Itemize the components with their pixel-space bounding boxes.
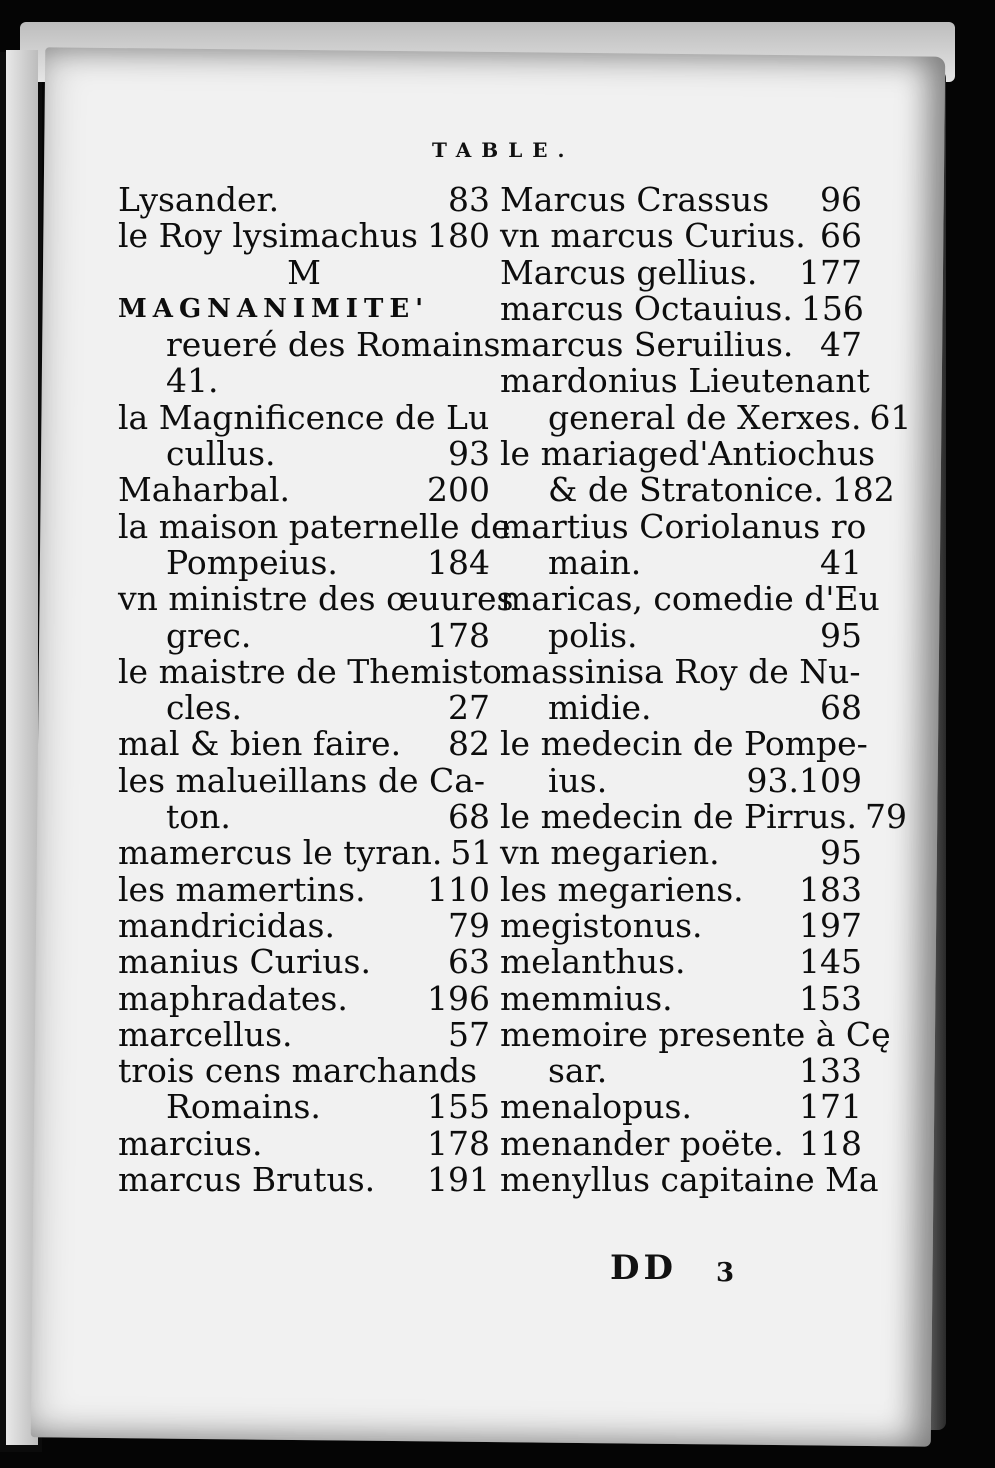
index-term: mandricidas. bbox=[118, 905, 335, 945]
index-page-number: 96 bbox=[820, 180, 862, 219]
index-page-number: 68 bbox=[448, 797, 490, 837]
index-entry bbox=[500, 978, 862, 1018]
index-entry bbox=[500, 1160, 879, 1200]
index-entry bbox=[118, 726, 490, 762]
index-page-number: 155 bbox=[427, 1087, 490, 1127]
index-term: vn marcus Curius. bbox=[500, 216, 806, 256]
index-page-number bbox=[870, 363, 878, 399]
index-entry bbox=[118, 291, 490, 327]
index-entry bbox=[500, 288, 864, 328]
index-term: la Magnificence de Lu bbox=[118, 397, 490, 437]
index-entry bbox=[118, 1089, 490, 1125]
index-term: megistonus. bbox=[500, 905, 703, 945]
index-page-number bbox=[880, 581, 888, 617]
index-entry bbox=[118, 1053, 490, 1089]
index-term: les mamertins. bbox=[118, 869, 366, 909]
index-page-number bbox=[866, 509, 874, 545]
index-page-number: 79 bbox=[448, 905, 490, 945]
index-page-number: 197 bbox=[799, 905, 862, 945]
index-page-number bbox=[868, 726, 876, 762]
index-page-number: 145 bbox=[799, 942, 862, 982]
index-page-number: 51 bbox=[450, 833, 493, 873]
index-entry bbox=[500, 905, 862, 945]
index-term: MAGNANIMITE' bbox=[118, 293, 430, 324]
index-term: midie. bbox=[548, 688, 652, 728]
index-term: marcus Seruilius. bbox=[500, 325, 794, 365]
index-page-number: 118 bbox=[799, 1123, 862, 1163]
index-column-right bbox=[500, 180, 912, 1200]
index-page-number: 200 bbox=[427, 470, 490, 510]
index-page-number: 178 bbox=[427, 1123, 490, 1163]
index-entry bbox=[118, 944, 490, 980]
index-term: Pompeius. bbox=[166, 542, 338, 582]
index-page-number: 27 bbox=[448, 688, 490, 728]
index-term: reueré des Romains bbox=[166, 325, 501, 365]
index-term: mamercus le tyran. bbox=[118, 833, 443, 873]
index-entry bbox=[118, 579, 514, 619]
index-entry bbox=[500, 470, 895, 510]
index-term: maricas, comedie d'Eu bbox=[500, 579, 880, 619]
index-entry bbox=[500, 869, 862, 909]
index-page-number: 83 bbox=[448, 180, 490, 219]
index-entry bbox=[500, 361, 870, 401]
index-page-number: 95 bbox=[820, 833, 862, 873]
index-entry bbox=[500, 835, 862, 871]
index-page-number: 82 bbox=[448, 724, 490, 764]
index-term: Marcus Crassus bbox=[500, 180, 770, 219]
index-term: ton. bbox=[166, 797, 231, 837]
index-column-left bbox=[118, 180, 514, 1200]
index-term: cullus. bbox=[166, 434, 276, 474]
index-term: menyllus capitaine Ma bbox=[500, 1160, 879, 1200]
index-page-number: 41 bbox=[820, 542, 862, 582]
index-entry bbox=[500, 506, 867, 546]
index-term: maphradates. bbox=[118, 978, 348, 1018]
index-term: marcius. bbox=[118, 1123, 263, 1163]
index-entry bbox=[500, 252, 862, 292]
index-entry bbox=[118, 436, 490, 472]
index-term: general de Xerxes. bbox=[548, 397, 862, 437]
index-page-number: 68 bbox=[820, 688, 862, 728]
index-term: la maison paternelle de bbox=[118, 506, 511, 546]
index-term: mardonius Lieutenant bbox=[500, 361, 870, 401]
index-page-number bbox=[485, 763, 493, 799]
index-term: les malueillans de Ca- bbox=[118, 760, 486, 800]
index-page-number: 180 bbox=[427, 216, 490, 256]
index-page-number: 178 bbox=[427, 615, 490, 655]
index-entry bbox=[118, 760, 490, 800]
index-entry bbox=[500, 615, 862, 655]
index-term: melanthus. bbox=[500, 942, 686, 982]
index-page-number: 63 bbox=[448, 942, 490, 982]
index-page-number: 156 bbox=[800, 288, 864, 328]
index-page-number: 47 bbox=[820, 325, 862, 365]
index-page-number: 61 bbox=[869, 397, 912, 437]
index-term: ius. bbox=[548, 760, 608, 800]
index-entry bbox=[118, 615, 490, 655]
index-entry bbox=[118, 905, 490, 945]
index-page-number: 177 bbox=[799, 252, 862, 292]
index-term: manius Curius. bbox=[118, 942, 371, 982]
index-entry bbox=[118, 799, 490, 835]
index-term: vn ministre des œuures bbox=[118, 579, 514, 619]
index-term: memmius. bbox=[500, 978, 673, 1018]
index-page-number bbox=[482, 363, 490, 399]
index-entry bbox=[500, 327, 862, 363]
index-page-number: 110 bbox=[427, 869, 490, 909]
index-term: main. bbox=[548, 542, 642, 582]
index-term: le medecin de Pompe- bbox=[500, 724, 868, 764]
index-entry bbox=[500, 797, 907, 837]
index-entry bbox=[118, 182, 490, 218]
index-page-number bbox=[861, 654, 869, 690]
index-entry bbox=[118, 472, 490, 508]
index-term: Maharbal. bbox=[118, 470, 291, 510]
index-page-number bbox=[875, 436, 883, 472]
index-term: menalopus. bbox=[500, 1087, 692, 1127]
index-entry bbox=[500, 1014, 891, 1054]
index-term: memoire presente à Cę bbox=[500, 1014, 891, 1054]
index-section-letter: M bbox=[287, 252, 321, 292]
index-entry bbox=[500, 944, 862, 980]
index-term: le Roy lysimachus bbox=[118, 216, 418, 256]
index-page-number: 182 bbox=[831, 470, 895, 510]
index-term: Marcus gellius. bbox=[500, 252, 758, 292]
index-page-number: 95 bbox=[820, 615, 862, 655]
index-term: le mariaged'Antiochus bbox=[500, 434, 876, 474]
index-entry bbox=[118, 1123, 490, 1163]
index-term: sar. bbox=[548, 1051, 608, 1091]
index-page-number: 66 bbox=[820, 216, 862, 256]
index-term: polis. bbox=[548, 615, 638, 655]
index-term: mal & bien faire. bbox=[118, 724, 402, 764]
index-entry bbox=[500, 218, 862, 254]
index-page-number: 171 bbox=[799, 1087, 862, 1127]
index-page-number bbox=[879, 1162, 887, 1198]
signature-mark: DD bbox=[610, 1248, 677, 1288]
index-page-number: 57 bbox=[448, 1014, 490, 1054]
index-entry bbox=[500, 397, 912, 437]
index-entry bbox=[118, 506, 511, 546]
index-page-number bbox=[482, 1053, 490, 1089]
index-term: le medecin de Pirrus. bbox=[500, 797, 857, 837]
index-entry bbox=[118, 218, 490, 254]
signature-number: 3 bbox=[716, 1258, 735, 1288]
index-term: marcus Brutus. bbox=[118, 1160, 376, 1200]
index-entry bbox=[500, 690, 862, 726]
index-term: vn megarien. bbox=[500, 833, 720, 873]
index-entry bbox=[118, 363, 490, 399]
index-term: trois cens marchands bbox=[118, 1051, 478, 1091]
index-term: massinisa Roy de Nu- bbox=[500, 651, 861, 691]
index-term: & de Stratonice. bbox=[548, 470, 824, 510]
index-page-number: 153 bbox=[799, 978, 862, 1018]
index-entry bbox=[500, 724, 868, 764]
index-page-number bbox=[891, 1017, 899, 1053]
index-term: martius Coriolanus ro bbox=[500, 506, 867, 546]
index-entry bbox=[500, 434, 876, 474]
index-page-number: 79 bbox=[864, 797, 907, 837]
index-page-number: 133 bbox=[799, 1051, 862, 1091]
index-entry bbox=[118, 1162, 490, 1198]
index-term: cles. bbox=[166, 688, 242, 728]
index-entry bbox=[118, 325, 501, 365]
index-entry bbox=[500, 760, 862, 800]
index-term: grec. bbox=[166, 615, 252, 655]
index-entry bbox=[500, 651, 862, 691]
index-term: Lysander. bbox=[118, 180, 280, 219]
index-page-number: 191 bbox=[427, 1160, 490, 1200]
page-header: TABLE. bbox=[432, 138, 575, 162]
index-entry bbox=[500, 1053, 862, 1089]
index-page-number: 196 bbox=[427, 978, 490, 1018]
index-entry bbox=[118, 690, 490, 726]
index-term: le maistre de Themisto bbox=[118, 651, 502, 691]
index-entry bbox=[500, 542, 862, 582]
index-term: Romains. bbox=[166, 1087, 321, 1127]
index-entry bbox=[500, 579, 880, 619]
index-entry bbox=[118, 978, 490, 1018]
index-page-number: 93 bbox=[448, 434, 490, 474]
index-page-number bbox=[482, 291, 490, 327]
index-entry bbox=[500, 1089, 862, 1125]
index-term: marcellus. bbox=[118, 1014, 293, 1054]
index-entry bbox=[500, 1123, 862, 1163]
index-entry bbox=[118, 651, 502, 691]
index-page-number: 183 bbox=[799, 869, 862, 909]
index-term: les megariens. bbox=[500, 869, 744, 909]
index-page-number: 184 bbox=[427, 542, 490, 582]
index-term: 41. bbox=[166, 361, 219, 401]
index-entry bbox=[118, 869, 490, 909]
index-entry bbox=[118, 397, 490, 437]
index-entry bbox=[118, 1014, 490, 1054]
index-page-number: 93.109 bbox=[746, 760, 862, 800]
index-page-number bbox=[489, 400, 497, 436]
index-term: marcus Octauius. bbox=[500, 288, 793, 328]
index-term: menander poëte. bbox=[500, 1123, 784, 1163]
index-entry bbox=[500, 182, 862, 218]
index-entry bbox=[118, 542, 490, 582]
index-entry bbox=[118, 833, 493, 873]
